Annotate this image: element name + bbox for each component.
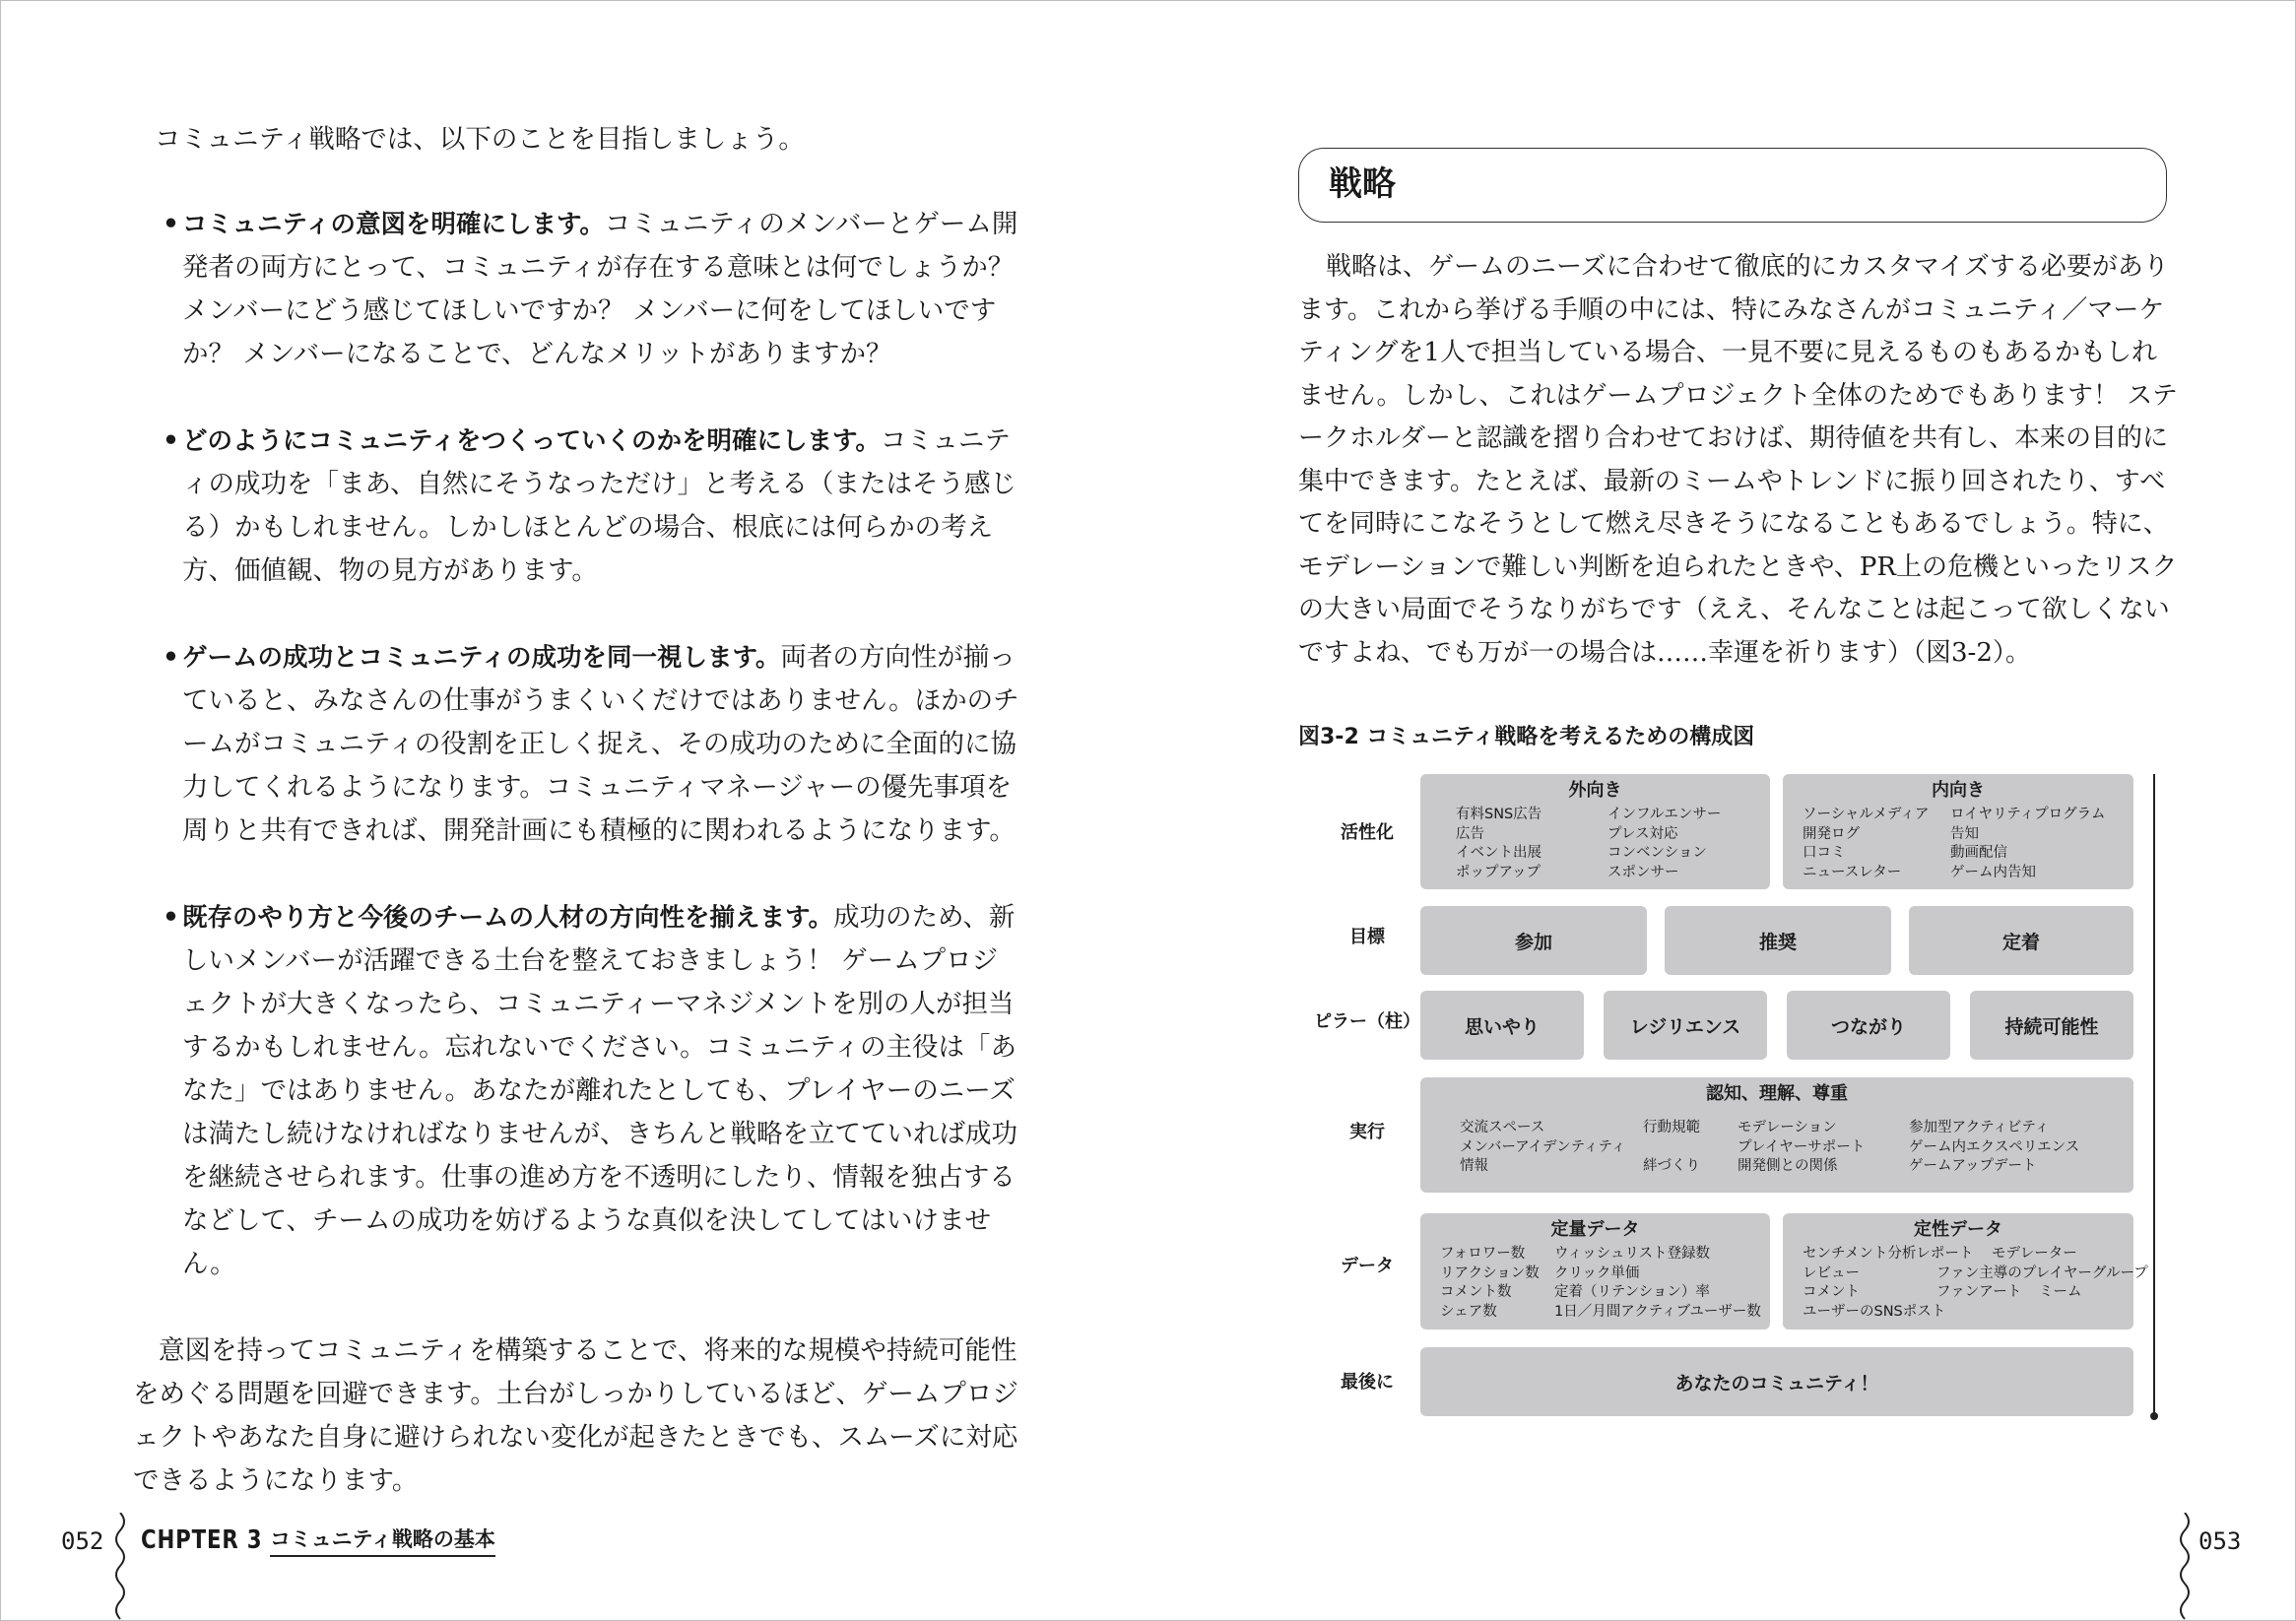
bullet-item [133, 203, 1019, 376]
list-item: ゲーム内エクスペリエンス [1909, 1138, 2080, 1155]
execution-list-3 [1738, 1119, 1865, 1177]
row-label-activation: 活性化 [1341, 822, 1394, 843]
bullet-heading: ゲームの成功とコミュニティの成功を同一視します。 [182, 643, 781, 673]
bullet-dot-icon: • [163, 209, 179, 239]
row-label-execution: 実行 [1349, 1122, 1385, 1142]
row-label-data: データ [1341, 1256, 1394, 1276]
quantitative-list-2 [1554, 1245, 1761, 1322]
list-item: 開発ログ [1803, 825, 1860, 842]
wave-divider-icon [112, 1513, 128, 1621]
pillar-resilience: レジリエンス [1604, 991, 1767, 1060]
bullet-text: 両者の方向性が揃っていると、みなさんの仕事がうまくいくだけではありません。ほかのチームがコミュニティの役割を正しく捉え、その成功のために全面的に協力してくれるようになります。コミュニティマネージャーの優先事項を周りと共有できれば、開発計画にも積極的に関われるようになります。 [182, 642, 1019, 846]
row-label-finally: 最後に [1341, 1372, 1394, 1393]
list-item: 定着（リテンション）率 [1554, 1284, 1710, 1300]
row-label-pillars: ピラー（柱） [1314, 1011, 1420, 1032]
inward-list-1 [1803, 806, 1929, 882]
list-item: 1日／月間アクティブユーザー数 [1554, 1303, 1761, 1320]
bullet-text: 成功のため、新しいメンバーが活躍できる土台を整えておきましょう！ ゲームプロジェクトが大きくなったら、コミュニティーマネジメントを別の人が担当するかもしれません。忘れないでください。コミュニティの主役は「あなた」ではありません。あなたが離れたとしても、プレイヤーのニーズは満たし続けなければなりませんが、きちんと戦略を立てていれば成功を継続させられます。仕事の進め方を不透明にしたり、情報を独占するなどして、チームの成功を妨げるような真似を決してしてはいけません。 [182, 902, 1017, 1279]
goal-participation: 参加 [1420, 906, 1647, 975]
qualitative-data-box [1783, 1213, 2148, 1329]
pillar-sustainability: 持続可能性 [1970, 991, 2133, 1060]
outward-list-1 [1456, 806, 1542, 882]
list-item: コメント [1803, 1284, 1860, 1300]
chapter-label: CHPTER 3 [141, 1525, 263, 1555]
inward-box [1783, 774, 2133, 889]
quantitative-list-1 [1440, 1245, 1540, 1322]
list-item: モデレーション [1738, 1120, 1837, 1135]
pillar-connection: つながり [1787, 991, 1950, 1060]
list-item: コンベンション [1607, 845, 1707, 861]
bullet-dot-icon: • [163, 902, 179, 933]
bullet-text: コミュニティの成功を「まあ、自然にそうなっただけ」と考える（またはそう感じる）かもしれません。しかしほとんどの場合、根底には何らかの考え方、価値観、物の見方があります。 [182, 425, 1017, 586]
qualitative-list-2 [1936, 1245, 2148, 1303]
list-item: 告知 [1950, 825, 1979, 842]
execution-list-2 [1643, 1119, 1700, 1177]
outward-title: 外向き [1568, 780, 1622, 801]
bullet-text: コミュニティのメンバーとゲーム開発者の両方にとって、コミュニティが存在する意味とは何でしょうか？ メンバーにどう感じてほしいですか？ メンバーに何をしてほしいですか？ メンバーになることで、どんなメリットがありますか？ [182, 209, 1018, 369]
chapter-title: コミュニティ戦略の基本 [270, 1524, 495, 1557]
list-item: メンバーアイデンティティ [1460, 1138, 1626, 1155]
bullet-dot-icon: • [163, 425, 179, 456]
intro-paragraph: コミュニティ戦略では、以下のことを目指しましょう。 [155, 124, 805, 155]
pillar-compassion: 思いやり [1420, 991, 1584, 1060]
list-item: 口コミ [1803, 845, 1846, 861]
bullet-item [133, 636, 1019, 853]
list-item: ソーシャルメディア [1803, 807, 1930, 822]
list-item: クリック単価 [1554, 1264, 1640, 1281]
bullet-item [133, 420, 1019, 593]
closing-paragraph: 意図を持ってコミュニティを構築することで、将来的な規模や持続可能性をめぐる問題を回避できます。土台がしっかりしているほど、ゲームプロジェクトやあなた自身に避けられない変化が起きたときでも、スムーズに対応できるようになります。 [133, 1335, 1018, 1496]
list-item: 絆づくり [1643, 1158, 1700, 1174]
list-item: 広告 [1456, 825, 1484, 842]
section-title: 戦略 [1329, 164, 1396, 204]
bullet-heading: 既存のやり方と今後のチームの人材の方向性を揃えます。 [182, 903, 833, 933]
list-item: ユーザーのSNSポスト [1803, 1303, 1946, 1320]
list-item: モデレーター [1992, 1246, 2077, 1262]
bullet-heading: どのようにコミュニティをつくっていくのかを明確にします。 [182, 426, 881, 456]
strategy-diagram [1298, 768, 2185, 1428]
list-item: 開発側との関係 [1738, 1158, 1838, 1174]
diagram-rule-end-dot [2150, 1412, 2158, 1420]
list-item: スポンサー [1607, 864, 1679, 880]
execution-list-4 [1909, 1119, 2079, 1177]
list-item: レビュー [1803, 1264, 1860, 1281]
list-item: コメント数 [1440, 1284, 1512, 1300]
qualitative-title: 定性データ [1914, 1219, 2002, 1240]
page-number-left: 052 [61, 1527, 104, 1555]
figure-caption: 図3-2 コミュニティ戦略を考えるための構成図 [1298, 725, 1755, 749]
list-item: ファン主導のプレイヤーグループ [1936, 1264, 2148, 1281]
list-item: ミーム [2039, 1284, 2082, 1300]
bullet-dot-icon: • [163, 642, 179, 673]
list-item: 行動規範 [1643, 1120, 1700, 1135]
bullet-heading: コミュニティの意図を明確にします。 [182, 210, 605, 239]
list-item: インフルエンサー [1607, 807, 1722, 822]
wave-divider-icon [2177, 1513, 2193, 1621]
outward-list-2 [1607, 806, 1721, 882]
list-item: ニュースレター [1803, 864, 1902, 880]
list-item: リアクション数 [1440, 1264, 1540, 1281]
list-item: シェア数 [1440, 1303, 1497, 1320]
list-item: フォロワー数 [1440, 1246, 1526, 1262]
outward-box [1420, 774, 1770, 889]
goal-recommendation: 推奨 [1665, 906, 1891, 975]
page-number-right: 053 [2198, 1527, 2242, 1555]
section-heading-box [1298, 148, 2167, 223]
diagram-vertical-rule [2153, 774, 2155, 1416]
list-item: ゲーム内告知 [1950, 864, 2036, 880]
execution-box [1420, 1077, 2133, 1193]
list-item: ファンアート [1936, 1284, 2022, 1300]
list-item: ゲームアップデート [1909, 1158, 2037, 1174]
list-item: ポップアップ [1456, 864, 1541, 880]
list-item: 動画配信 [1950, 845, 2007, 861]
quantitative-title: 定量データ [1550, 1219, 1640, 1240]
strategy-paragraph: 戦略は、ゲームのニーズに合わせて徹底的にカスタマイズする必要があります。これから挙げる手順の中には、特にみなさんがコミュニティ／マーケティングを1人で担当している場合、一見不要に見えるものもあるかもしれません。しかし、これはゲームプロジェクト全体のためでもあります！ ステークホルダーと認識を摺り合わせておけば、期待値を共有し、本来の目的に集中できます。たとえば、最新のミームやトレンドに振り回されたり、すべてを同時にこなそうとして燃え尽きそうになることもあるでしょう。特に、モデレーションで難しい判断を迫られたときや、PR上の危機といったリスクの大きい局面でそうなりがちです（ええ、そんなことは起こって欲しくないですよね、でも万が一の場合は……幸運を祈ります）（図3-2）。 [1298, 252, 2178, 668]
inward-title: 内向き [1932, 780, 1985, 801]
bullet-item [133, 896, 1019, 1286]
quantitative-data-box [1420, 1213, 1770, 1329]
left-page-body [133, 118, 1019, 1503]
list-item: センチメント分析レポート [1803, 1246, 1974, 1262]
list-item: 交流スペース [1460, 1120, 1545, 1135]
list-item: イベント出展 [1456, 845, 1542, 861]
inward-list-2 [1950, 806, 2105, 882]
list-item: ウィッシュリスト登録数 [1554, 1246, 1711, 1262]
list-item: 参加型アクティビティ [1909, 1120, 2050, 1135]
execution-list-1 [1460, 1119, 1625, 1177]
final-community-box: あなたのコミュニティ！ [1420, 1347, 2133, 1416]
list-item: ロイヤリティプログラム [1950, 807, 2106, 822]
list-item: 有料SNS広告 [1456, 807, 1542, 822]
list-item: プレイヤーサポート [1738, 1138, 1866, 1155]
goal-retention: 定着 [1909, 906, 2133, 975]
list-item: 情報 [1460, 1158, 1488, 1174]
list-item [1643, 1138, 1700, 1158]
list-item: プレス対応 [1607, 825, 1678, 842]
row-label-goals: 目標 [1349, 927, 1385, 947]
execution-title: 認知、理解、尊重 [1706, 1083, 1848, 1104]
